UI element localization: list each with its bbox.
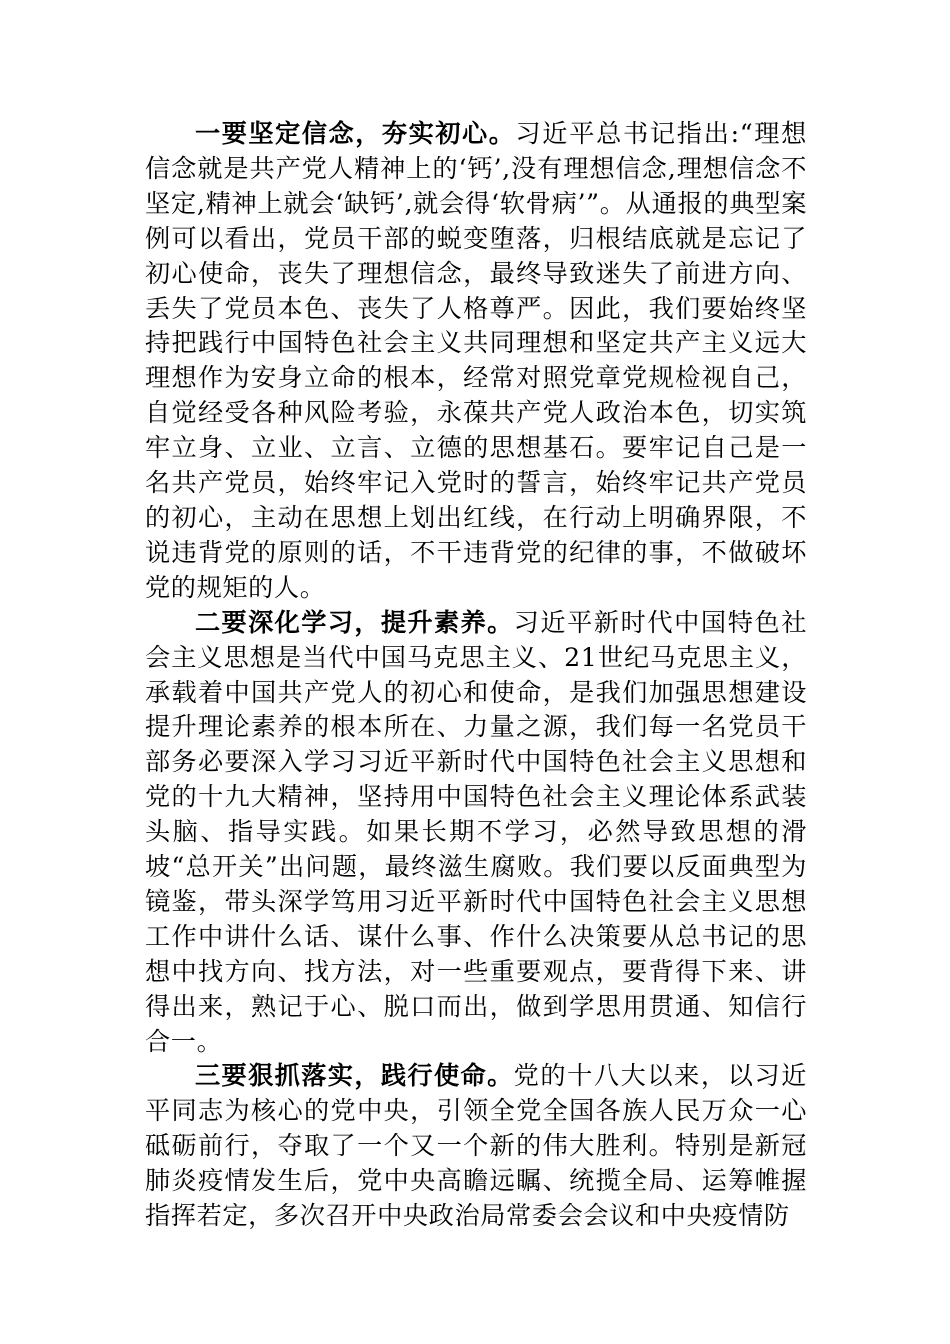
paragraph-3: [145, 1059, 807, 1234]
paragraph-2-heading: 二要深化学习，提升素养。: [195, 607, 514, 637]
paragraph-2-body: 习近平新时代中国特色社会主义思想是当代中国马克思主义、21世纪马克思主义，承载着中国共产党人的初心和使命，是我们加强思想建设提升理论素养的根本所在、力量之源，我们每一名党员干部务必要深入学习习近平新时代中国特色社会主义思想和党的十九大精神，坚持用中国特色社会主义理论体系武装头脑、指导实践。如果长期不学习，必然导致思想的滑坡“总开关”出问题，最终滋生腐败。我们要以反面典型为镜鉴，带头深学笃用习近平新时代中国特色社会主义思想工作中讲什么话、谋什么事、作什么决策要从总书记的思想中找方向、找方法，对一些重要观点，要背得下来、讲得出来，熟记于心、脱口而出，做到学思用贯通、知信行合一。: [145, 607, 807, 1056]
paragraph-1: [145, 117, 807, 606]
paragraph-2: [145, 606, 807, 1060]
paragraph-1-body: 习近平总书记指出:“理想信念就是共产党人精神上的‘钙’,没有理想信念,理想信念不坚定,精神上就会‘缺钙’,就会得‘软骨病’”。从通报的典型案例可以看出，党员干部的蜕变堕落，归根结底就是忘记了初心使命，丧失了理想信念，最终导致迷失了前进方向、丢失了党员本色、丧失了人格尊严。因此，我们要始终坚持把践行中国特色社会主义共同理想和坚定共产主义远大理想作为安身立命的根本，经常对照党章党规检视自己，自觉经受各种风险考验，永葆共产党人政治本色，切实筑牢立身、立业、立言、立德的思想基石。要牢记自己是一名共产党员，始终牢记入党时的誓言，始终牢记共产党员的初心，主动在思想上划出红线，在行动上明确界限，不说违背党的原则的话，不干违背党的纪律的事，不做破坏党的规矩的人。: [145, 119, 807, 602]
paragraph-3-heading: 三要狠抓落实，践行使命。: [195, 1061, 514, 1091]
document-page: [145, 117, 807, 1234]
paragraph-1-heading: 一要坚定信念，夯实初心。: [195, 119, 516, 148]
paragraph-3-body: 党的十八大以来，以习近平同志为核心的党中央，引领全党全国各族人民万众一心砥砺前行，夺取了一个又一个新的伟大胜利。特别是新冠肺炎疫情发生后，党中央高瞻远瞩、统揽全局、运筹帷握指挥若定，多次召开中央政治局常委会会议和中央疫情防: [145, 1061, 807, 1231]
